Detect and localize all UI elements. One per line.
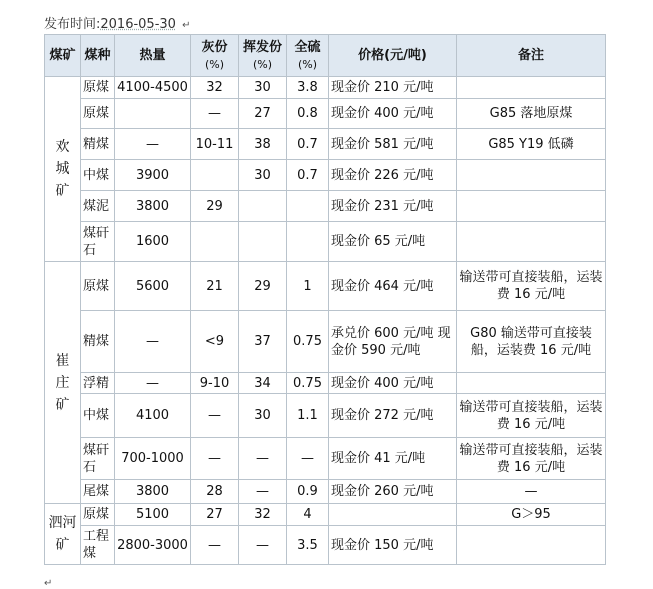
row-price: 现金价 272 元/吨	[329, 394, 457, 438]
table-row	[45, 262, 606, 311]
row-ash: 32	[191, 77, 239, 99]
mine-name: 欢 城 矿	[45, 77, 81, 262]
row-calorific: 3800	[115, 480, 191, 504]
row-sulfur: 0.7	[287, 160, 329, 191]
row-coal-type: 精煤	[81, 311, 115, 373]
row-calorific: 4100-4500	[115, 77, 191, 99]
row-remark: —	[457, 480, 606, 504]
row-coal-type: 原煤	[81, 504, 115, 526]
table-row	[45, 504, 606, 526]
row-coal-type: 中煤	[81, 160, 115, 191]
row-remark: G＞95	[457, 504, 606, 526]
row-ash: 27	[191, 504, 239, 526]
row-volatile: 30	[239, 160, 287, 191]
row-ash: 28	[191, 480, 239, 504]
row-volatile: 30	[239, 394, 287, 438]
coal-price-table	[44, 34, 606, 565]
table-row	[45, 160, 606, 191]
table-row	[45, 99, 606, 129]
table-row	[45, 480, 606, 504]
row-remark	[457, 526, 606, 565]
row-ash	[191, 222, 239, 262]
col-volatile: 挥发份 (%)	[239, 35, 287, 77]
col-calorific: 热量	[115, 35, 191, 77]
paragraph-mark-icon: ↵	[44, 578, 53, 589]
row-price: 现金价 231 元/吨	[329, 191, 457, 222]
row-calorific: 5600	[115, 262, 191, 311]
row-coal-type: 精煤	[81, 129, 115, 160]
row-sulfur: 0.75	[287, 373, 329, 394]
row-price: 现金价 400 元/吨	[329, 99, 457, 129]
row-sulfur: 1.1	[287, 394, 329, 438]
row-ash: —	[191, 438, 239, 480]
row-coal-type: 工程煤	[81, 526, 115, 565]
row-price: 现金价 260 元/吨	[329, 480, 457, 504]
row-calorific: —	[115, 373, 191, 394]
table-header-row	[45, 35, 606, 77]
row-ash	[191, 160, 239, 191]
publish-time	[44, 13, 190, 32]
row-sulfur: 1	[287, 262, 329, 311]
row-calorific: 2800-3000	[115, 526, 191, 565]
row-price: 现金价 65 元/吨	[329, 222, 457, 262]
row-calorific: 1600	[115, 222, 191, 262]
col-sulfur: 全硫 (%)	[287, 35, 329, 77]
mine-name: 泗河 矿	[45, 504, 81, 565]
row-remark: G85 落地原煤	[457, 99, 606, 129]
table-row	[45, 526, 606, 565]
row-coal-type: 中煤	[81, 394, 115, 438]
row-calorific: —	[115, 129, 191, 160]
row-price: 现金价 41 元/吨	[329, 438, 457, 480]
row-volatile: 38	[239, 129, 287, 160]
mine-name: 崔 庄 矿	[45, 262, 81, 504]
row-calorific: 3900	[115, 160, 191, 191]
col-mine: 煤矿	[45, 35, 81, 77]
row-price: 现金价 400 元/吨	[329, 373, 457, 394]
row-ash: 21	[191, 262, 239, 311]
table-row	[45, 438, 606, 480]
row-price: 承兑价 600 元/吨 现金价 590 元/吨	[329, 311, 457, 373]
row-volatile: —	[239, 480, 287, 504]
table-row	[45, 373, 606, 394]
row-volatile: 37	[239, 311, 287, 373]
row-volatile: 27	[239, 99, 287, 129]
row-remark: G85 Y19 低磷	[457, 129, 606, 160]
col-remark: 备注	[457, 35, 606, 77]
row-price: 现金价 150 元/吨	[329, 526, 457, 565]
row-price: 现金价 464 元/吨	[329, 262, 457, 311]
row-coal-type: 煤泥	[81, 191, 115, 222]
row-price: 现金价 226 元/吨	[329, 160, 457, 191]
row-price: 现金价 210 元/吨	[329, 77, 457, 99]
paragraph-mark-icon: ↵	[182, 20, 191, 31]
table-row	[45, 191, 606, 222]
row-remark	[457, 373, 606, 394]
row-sulfur: 0.7	[287, 129, 329, 160]
row-calorific: —	[115, 311, 191, 373]
row-coal-type: 原煤	[81, 99, 115, 129]
table-row	[45, 222, 606, 262]
row-sulfur	[287, 191, 329, 222]
row-coal-type: 原煤	[81, 262, 115, 311]
row-remark	[457, 77, 606, 99]
row-sulfur: 3.5	[287, 526, 329, 565]
row-ash: 9-10	[191, 373, 239, 394]
row-calorific: 4100	[115, 394, 191, 438]
row-calorific: 700-1000	[115, 438, 191, 480]
row-sulfur: 4	[287, 504, 329, 526]
row-price: 现金价 581 元/吨	[329, 129, 457, 160]
row-coal-type: 煤矸石	[81, 222, 115, 262]
row-volatile: —	[239, 526, 287, 565]
row-volatile: —	[239, 438, 287, 480]
row-sulfur: 0.9	[287, 480, 329, 504]
row-remark: 输送带可直接装船，运装费 16 元/吨	[457, 262, 606, 311]
row-price	[329, 504, 457, 526]
row-calorific	[115, 99, 191, 129]
row-remark: 输送带可直接装船，运装费 16 元/吨	[457, 394, 606, 438]
row-sulfur: 3.8	[287, 77, 329, 99]
row-calorific: 5100	[115, 504, 191, 526]
row-remark	[457, 191, 606, 222]
row-sulfur: 0.8	[287, 99, 329, 129]
table-row	[45, 129, 606, 160]
col-ash: 灰份 (%)	[191, 35, 239, 77]
table-row	[45, 77, 606, 99]
row-sulfur: —	[287, 438, 329, 480]
row-volatile: 29	[239, 262, 287, 311]
row-volatile: 32	[239, 504, 287, 526]
row-ash: —	[191, 394, 239, 438]
publish-label: 发布时间:	[44, 17, 101, 32]
row-coal-type: 浮精	[81, 373, 115, 394]
publish-date: 2016-05-30	[100, 17, 176, 32]
row-remark: G80 输送带可直接装船，运装费 16 元/吨	[457, 311, 606, 373]
row-volatile: 30	[239, 77, 287, 99]
row-calorific: 3800	[115, 191, 191, 222]
row-ash: 29	[191, 191, 239, 222]
row-ash: —	[191, 99, 239, 129]
row-ash: —	[191, 526, 239, 565]
row-sulfur: 0.75	[287, 311, 329, 373]
table-row	[45, 394, 606, 438]
row-volatile: 34	[239, 373, 287, 394]
row-remark	[457, 222, 606, 262]
row-volatile	[239, 191, 287, 222]
row-coal-type: 原煤	[81, 77, 115, 99]
row-ash: <9	[191, 311, 239, 373]
row-coal-type: 尾煤	[81, 480, 115, 504]
row-coal-type: 煤矸石	[81, 438, 115, 480]
row-volatile	[239, 222, 287, 262]
col-price: 价格(元/吨)	[329, 35, 457, 77]
col-coal-type: 煤种	[81, 35, 115, 77]
row-ash: 10-11	[191, 129, 239, 160]
row-remark	[457, 160, 606, 191]
table-row	[45, 311, 606, 373]
row-sulfur	[287, 222, 329, 262]
row-remark: 输送带可直接装船，运装费 16 元/吨	[457, 438, 606, 480]
